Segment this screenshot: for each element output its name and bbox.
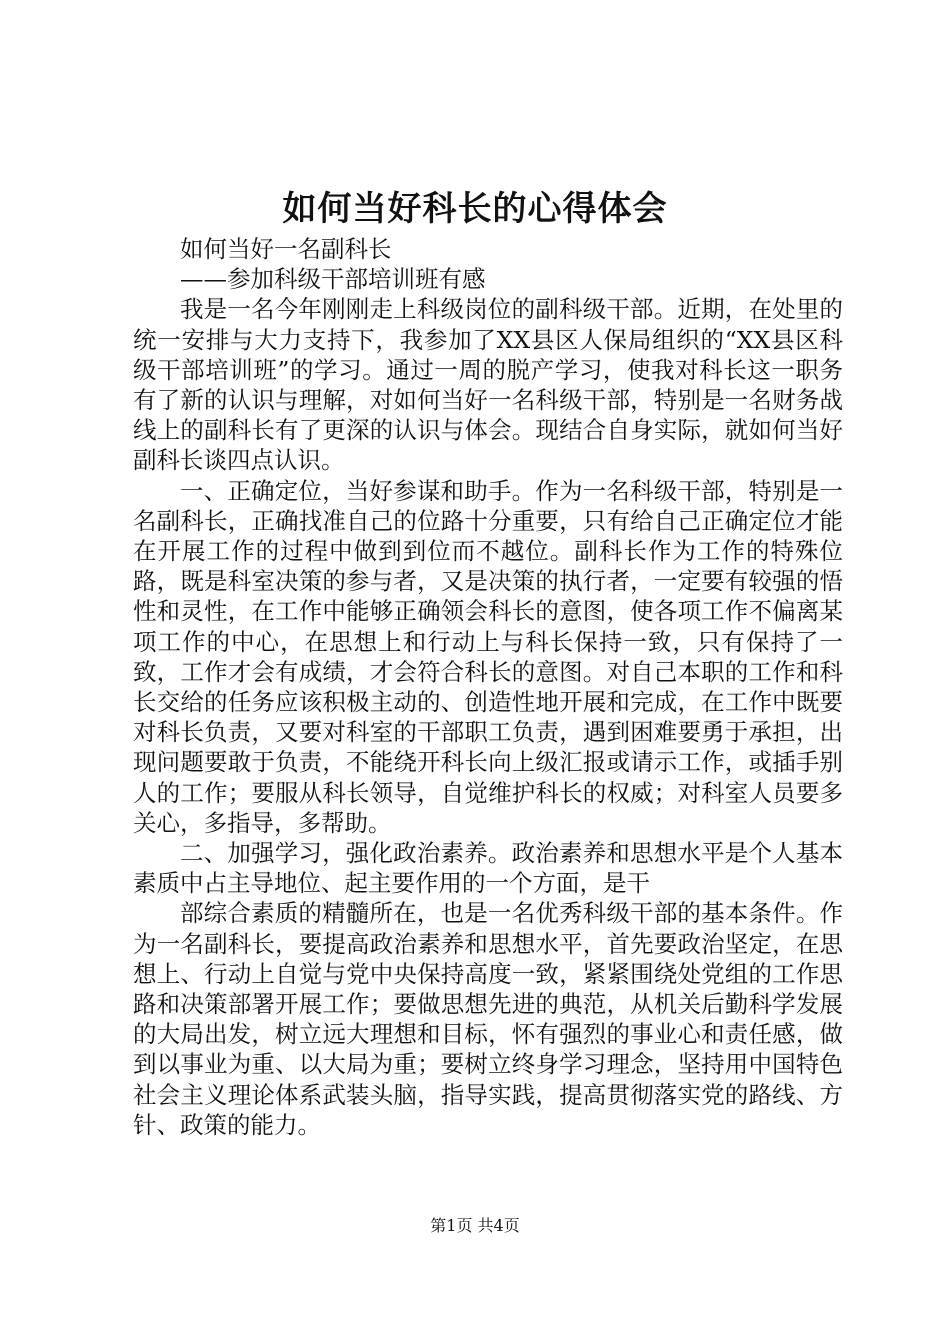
paragraph-intro: 我是一名今年刚刚走上科级岗位的副科级干部。近期，在处里的统一安排与大力支持下，我参加了XX县区人保局组织的“XX县区科级干部培训班”的学习。通过一周的脱产学习，使我对科长这一职务有了新的认识与理解，对如何当好一名科级干部，特别是一名财务战线上的副科长有了更深的认识与体会。现结合自身实际，就如何当好副科长谈四点认识。 — [133, 295, 843, 475]
paragraph-point-one: 一、正确定位，当好参谋和助手。作为一名科级干部，特别是一名副科长，正确找准自己的位路十分重要，只有给自己正确定位才能在开展工作的过程中做到到位而不越位。副科长作为工作的特殊位路，既是科室决策的参与者，又是决策的执行者，一定要有较强的悟性和灵性，在工作中能够正确领会科长的意图，使各项工作不偏离某项工作的中心，在思想上和行动上与科长保持一致，只有保持了一致，工作才会有成绩，才会符合科长的意图。对自己本职的工作和科长交给的任务应该积极主动的、创造性地开展和完成，在工作中既要对科长负责，又要对科室的干部职工负责，遇到困难要勇于承担，出现问题要敢于负责，不能绕开科长向上级汇报或请示工作，或插手别人的工作；要服从科长领导，自觉维护科长的权威；对科室人员要多关心，多指导，多帮助。 — [133, 476, 843, 837]
subtitle-line: 如何当好一名副科长 — [180, 235, 392, 263]
paragraph-point-two-continued: 部综合素质的精髓所在，也是一名优秀科级干部的基本条件。作为一名副科长，要提高政治素养和思想水平，首先要政治坚定，在思想上、行动上自觉与党中央保持高度一致，紧紧围绕处党组的工作思路和决策部署开展工作；要做思想先进的典范，从机关后勤科学发展的大局出发，树立远大理想和目标，怀有强烈的事业心和责任感，做到以事业为重、以大局为重；要树立终身学习理念，坚持用中国特色社会主义理论体系武装头脑，指导实践，提高贯彻落实党的路线、方针、政策的能力。 — [133, 899, 843, 1139]
document-body — [133, 234, 843, 1140]
document-title: 如何当好科长的心得体会 — [282, 189, 668, 229]
page-footer: 第1页 共4页 — [430, 1216, 520, 1235]
subtitle-subline: ——参加科级干部培训班有感 — [180, 265, 486, 294]
paragraph-point-two: 二、加强学习，强化政治素养。政治素养和思想水平是个人基本素质中占主导地位、起主要作用的一个方面，是干 — [133, 839, 843, 898]
